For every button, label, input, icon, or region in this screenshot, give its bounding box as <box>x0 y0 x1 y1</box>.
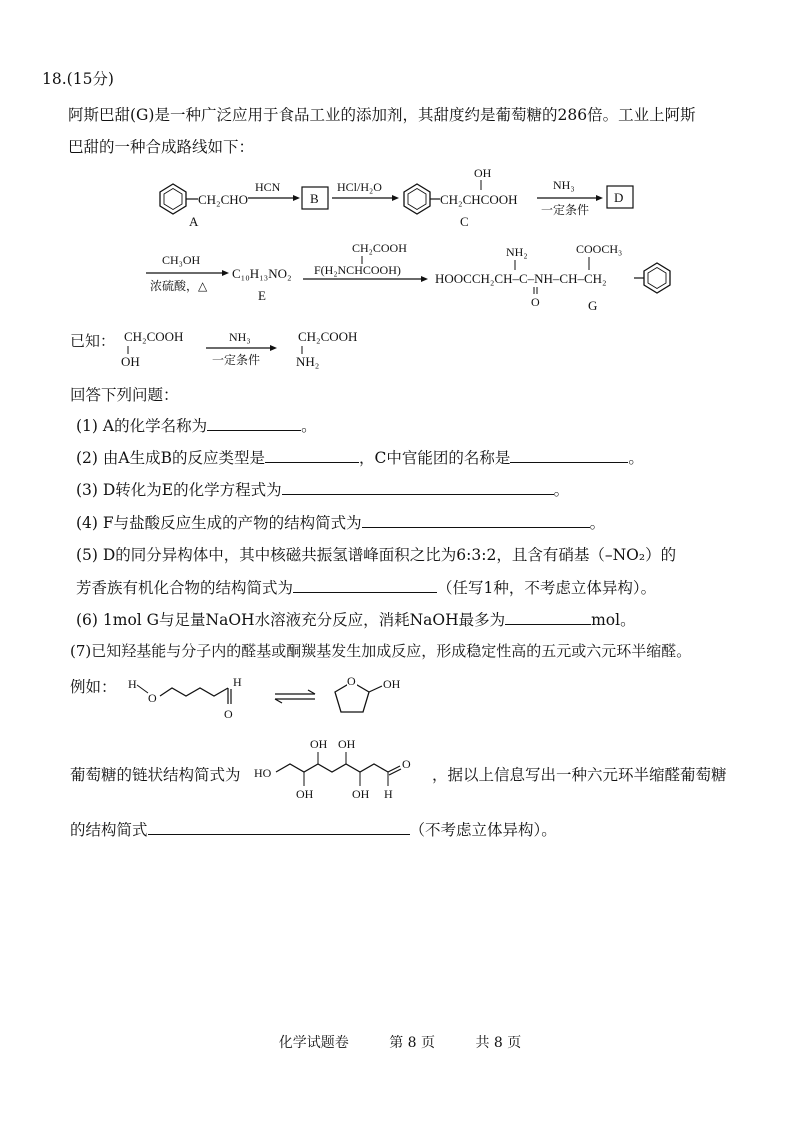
glucose-oh-3: OH <box>296 787 314 801</box>
benzene-ring-a <box>160 184 186 214</box>
reagent-hcl: HCl/H₂O <box>337 180 382 194</box>
box-d-label: D <box>614 190 624 205</box>
q2-text: (2) 由A生成B的反应类型是 <box>76 449 265 467</box>
glucose-answer-blank[interactable] <box>148 818 410 835</box>
q5-text: 芳香族有机化合物的结构简式为 <box>76 579 294 597</box>
q3-answer-blank[interactable] <box>282 478 554 495</box>
known-left-top: CH₂COOH <box>124 329 184 344</box>
question-5-line-1: (5) D的同分异构体中，其中核磁共振氢谱峰面积之比为6:3:2，且含有硝基（–NO₂）的 <box>76 546 677 564</box>
compound-a-group: CH₂CHO <box>198 192 249 207</box>
intro-line-2: 巴甜的一种合成路线如下： <box>68 138 255 156</box>
q6-answer-blank[interactable] <box>505 608 591 625</box>
known-right-top: CH₂COOH <box>298 329 358 344</box>
question-header <box>42 68 114 90</box>
glucose-oh-2: OH <box>338 737 356 751</box>
question-4 <box>76 511 605 534</box>
q2-answer-blank-2[interactable] <box>510 446 628 463</box>
known-reagent-top: NH₃ <box>229 330 251 344</box>
synthesis-scheme <box>0 160 800 370</box>
compound-c-chain: CH₂CHCOOH <box>440 192 518 207</box>
question-number: 18. <box>42 70 67 88</box>
reagent-ch3oh: CH₃OH <box>162 253 201 267</box>
glucose-line2-end: （不考虑立体异构）。 <box>409 821 557 839</box>
compound-c-oh: OH <box>474 166 492 180</box>
compound-a-label: A <box>189 214 199 229</box>
compound-c-label: C <box>460 214 469 229</box>
q6-end: mol。 <box>591 611 636 629</box>
compound-g-label: G <box>588 298 598 313</box>
footer-page: 第 8 页 <box>389 1035 435 1051</box>
q4-answer-blank[interactable] <box>362 511 590 528</box>
known-left-bottom: OH <box>121 354 140 369</box>
benzene-ring-g <box>644 263 670 293</box>
benzene-ring-c <box>404 184 430 214</box>
compound-f-top: CH₂COOH <box>352 241 407 255</box>
q3-text: (3) D转化为E的化学方程式为 <box>76 481 282 499</box>
q4-end: 。 <box>589 514 606 532</box>
example-h-left: H <box>128 677 137 691</box>
glucose-o: O <box>402 757 411 771</box>
glucose-prefix: 葡萄糖的链状结构简式为 <box>70 766 241 784</box>
reagent-condition: 一定条件 <box>541 203 590 217</box>
glucose-structure <box>254 730 430 810</box>
q6-text: (6) 1mol G与足量NaOH水溶液充分反应，消耗NaOH最多为 <box>76 611 506 629</box>
reagent-nh3: NH₃ <box>553 178 575 192</box>
example-label: 例如： <box>70 678 117 696</box>
answer-prompt: 回答下列问题： <box>70 386 179 404</box>
box-b-label: B <box>310 191 319 206</box>
q2-text-mid: ，C中官能团的名称是 <box>358 449 511 467</box>
compound-e-label: E <box>258 288 266 303</box>
example-h-right: H <box>233 675 242 689</box>
compound-e-formula: C₁₀H₁₃NO₂ <box>232 266 292 281</box>
glucose-line-2 <box>70 818 557 841</box>
compound-f-reagent: F(H₂NCHCOOH) <box>314 263 401 277</box>
glucose-h: H <box>384 787 393 801</box>
q2-answer-blank-1[interactable] <box>265 446 359 463</box>
question-2 <box>76 446 644 469</box>
q5-end: （任写1种，不考虑立体异构）。 <box>437 579 657 597</box>
known-label: 已知： <box>70 334 116 350</box>
q1-end: 。 <box>301 417 317 435</box>
glucose-oh-1: OH <box>310 737 328 751</box>
question-score: (15分) <box>66 70 114 88</box>
question-7: (7)已知羟基能与分子内的醛基或酮羰基发生加成反应，形成稳定性高的五元或六元环半缩醛。 <box>70 642 692 660</box>
footer-total: 共 8 页 <box>475 1035 522 1051</box>
known-right-bottom: NH₂ <box>296 354 320 369</box>
question-3 <box>76 478 569 501</box>
q1-text: (1) A的化学名称为 <box>76 417 208 435</box>
reagent-hcn: HCN <box>255 180 281 194</box>
q4-text: (4) F与盐酸反应生成的产物的结构简式为 <box>76 514 362 532</box>
compound-g-o: O <box>531 295 540 309</box>
intro-line-1: 阿斯巴甜(G)是一种广泛应用于食品工业的添加剂，其甜度约是葡萄糖的286倍。工业上阿斯 <box>68 106 696 124</box>
q5-answer-blank[interactable] <box>293 576 437 593</box>
ring-oxygen: O <box>347 674 356 688</box>
glucose-oh-4: OH <box>352 787 370 801</box>
glucose-suffix: ，据以上信息写出一种六元环半缩醛葡萄糖 <box>432 766 727 784</box>
compound-g-cooch3: COOCH₃ <box>576 242 623 256</box>
known-reagent-bottom: 一定条件 <box>212 353 261 367</box>
example-o-bottom: O <box>224 707 233 721</box>
question-6 <box>76 608 636 631</box>
question-5-line-2 <box>76 576 656 599</box>
example-structure <box>120 668 420 728</box>
glucose-ho: HO <box>254 766 272 780</box>
q3-end: 。 <box>553 481 570 499</box>
compound-g-chain: HOOCCH₂CH–C–NH–CH–CH₂ <box>435 271 607 286</box>
compound-g-nh2: NH₂ <box>506 245 528 259</box>
footer-subject: 化学试题卷 <box>278 1035 349 1051</box>
q1-answer-blank[interactable] <box>207 414 301 431</box>
reagent-h2so4: 浓硫酸，△ <box>150 279 208 293</box>
example-oh-ring: OH <box>383 677 401 691</box>
question-1 <box>76 414 317 437</box>
page-footer <box>0 1032 800 1052</box>
example-o-left: O <box>148 691 157 705</box>
q2-end: 。 <box>628 449 644 467</box>
glucose-line2-text: 的结构简式 <box>70 821 148 839</box>
